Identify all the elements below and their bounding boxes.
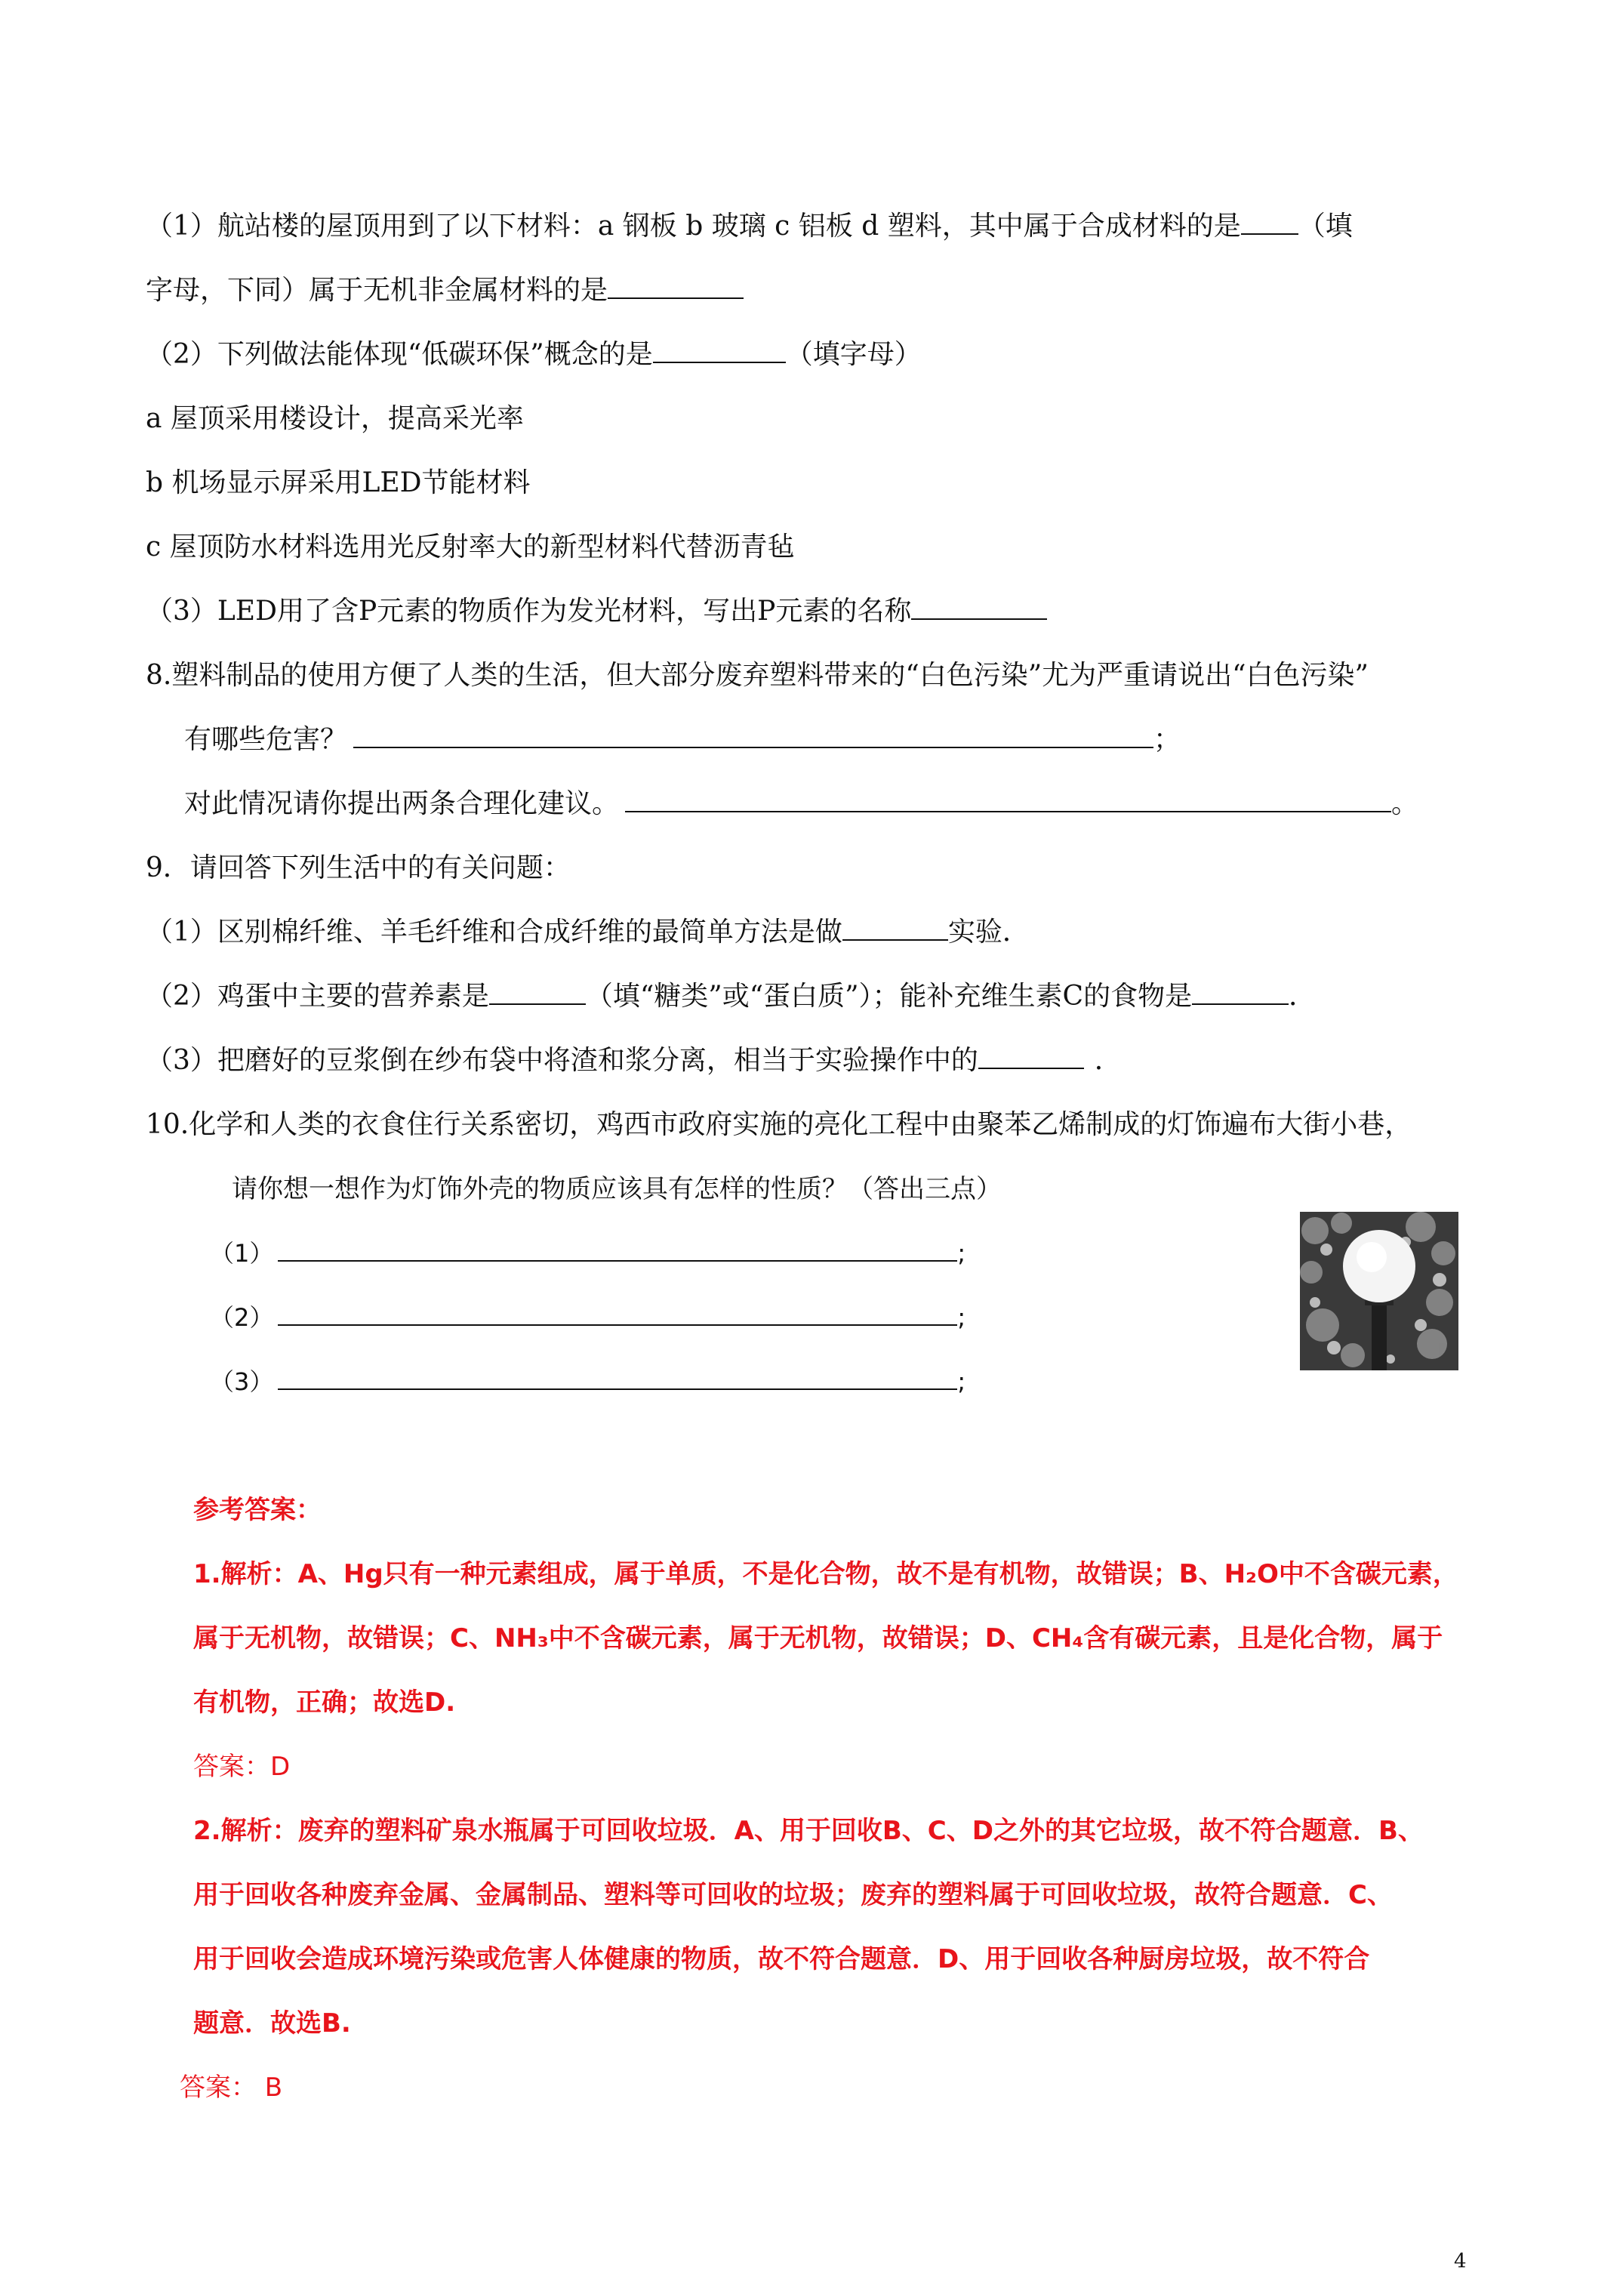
q8-q1-line — [184, 722, 1181, 758]
q10-item-end: ; — [957, 1367, 966, 1396]
answer-blank[interactable] — [911, 596, 1047, 620]
q8-q2-end: 。 — [1391, 788, 1419, 819]
q9-part2-line — [146, 978, 1316, 1015]
answer-blank[interactable] — [278, 1302, 957, 1326]
q9-part3-line — [146, 1043, 1122, 1079]
answer-blank[interactable] — [1241, 211, 1298, 235]
q10-item-end: ; — [957, 1303, 966, 1332]
q7-part1-line1 — [146, 208, 1353, 245]
q8-q1-end: ； — [1153, 724, 1181, 755]
q8-q2-text: 对此情况请你提出两条合理化建议。 — [184, 788, 620, 819]
q9-part2-text: （2）鸡蛋中主要的营养素是 — [146, 981, 489, 1012]
q7-part2-line — [146, 337, 922, 373]
answer1-line2: 属于无机物，故错误；C、NH₃中不含碳元素，属于无机物，故错误；D、CH₄含有碳元素，且是化合物，属于 — [193, 1623, 1443, 1653]
answer-blank[interactable] — [608, 275, 744, 299]
answer-blank[interactable] — [625, 788, 1391, 812]
q7-part1-text: （1）航站楼的屋顶用到了以下材料：a 钢板 b 玻璃 c 铝板 d 塑料，其中属于合成材料的是 — [146, 211, 1241, 242]
q9-part2-mid: （填“糖类”或“蛋白质”）；能补充维生素C的食物是 — [585, 981, 1193, 1012]
q7-part1-tail: （填 — [1298, 211, 1353, 242]
answer1-result: 答案：D — [193, 1752, 291, 1782]
q7-part3-text: （3）LED用了含P元素的物质作为发光材料，写出P元素的名称 — [146, 596, 912, 627]
q7-part1-line2 — [146, 273, 744, 309]
answer1-line1: 1.解析：A、Hg只有一种元素组成，属于单质，不是化合物，故不是有机物，故错误；B、H₂O中不含碳元素， — [193, 1559, 1458, 1589]
answer-blank[interactable] — [842, 917, 948, 941]
q9-part2-end: ． — [1289, 981, 1317, 1012]
answer-blank[interactable] — [278, 1237, 957, 1262]
street-lamp-photo — [1300, 1212, 1458, 1370]
answer2-line4: 题意．故选B. — [193, 2008, 351, 2039]
q7-option-a: a 屋顶采用楼设计，提高采光率 — [146, 403, 524, 434]
q10-item-1 — [210, 1235, 965, 1271]
q10-item-3 — [210, 1364, 965, 1400]
q7-part3-line — [146, 593, 1047, 630]
q9-part1-line — [146, 914, 1030, 951]
q9-part1-text: （1）区别棉纤维、羊毛纤维和合成纤维的最简单方法是做 — [146, 917, 842, 948]
q7-part1-cont: 字母，下同）属于无机非金属材料的是 — [146, 275, 608, 306]
q10-item-label: （1） — [210, 1239, 274, 1268]
q9-part1-end: 实验． — [947, 917, 1030, 948]
q7-part2-text: （2）下列做法能体现“低碳环保”概念的是 — [146, 339, 653, 370]
q10-prompt: 请你想一想作为灯饰外壳的物质应该具有怎样的性质？（答出三点） — [232, 1174, 1002, 1204]
q7-option-b: b 机场显示屏采用LED节能材料 — [146, 467, 531, 498]
page-number: 4 — [1454, 2250, 1467, 2273]
q8-q2-line — [184, 786, 1418, 822]
answer2-line2: 用于回收各种废弃金属、金属制品、塑料等可回收的垃圾；废弃的塑料属于可回收垃圾，故符合题意．C、 — [193, 1880, 1393, 1910]
q10-item-end: ; — [957, 1239, 966, 1268]
q9-part3-text: （3）把磨好的豆浆倒在纱布袋中将渣和浆分离，相当于实验操作中的 — [146, 1045, 978, 1076]
answer-blank[interactable] — [353, 724, 1153, 748]
q10-item-label: （2） — [210, 1303, 274, 1332]
q10-stem: 10.化学和人类的衣食住行关系密切，鸡西市政府实施的亮化工程中由聚苯乙烯制成的灯饰遍布大街小巷， — [146, 1109, 1412, 1140]
answer-blank[interactable] — [653, 339, 786, 363]
answer-blank[interactable] — [489, 981, 586, 1005]
q9-stem: 9．请回答下列生活中的有关问题： — [146, 852, 571, 883]
answer2-line3: 用于回收会造成环境污染或危害人体健康的物质，故不符合题意．D、用于回收各种厨房垃圾，故不符合 — [193, 1944, 1370, 1974]
answer2-result: 答案： B — [180, 2073, 283, 2103]
answer1-line3: 有机物，正确；故选D. — [193, 1687, 456, 1718]
answer-blank[interactable] — [978, 1045, 1084, 1069]
q9-part3-end: ． — [1094, 1045, 1122, 1076]
answer2-line1: 2.解析：废弃的塑料矿泉水瓶属于可回收垃圾．A、用于回收B、C、D之外的其它垃圾，故不符合题意．B、 — [193, 1816, 1424, 1846]
answers-title: 参考答案： — [193, 1495, 322, 1525]
q7-option-c: c 屋顶防水材料选用光反射率大的新型材料代替沥青毡 — [146, 532, 795, 562]
q10-item-2 — [210, 1299, 965, 1336]
answer-blank[interactable] — [278, 1366, 957, 1390]
q7-part2-tail: （填字母） — [785, 339, 922, 370]
q8-stem: 8.塑料制品的使用方便了人类的生活，但大部分废弃塑料带来的“白色污染”尤为严重请说出“白色污染” — [146, 660, 1369, 691]
q10-item-label: （3） — [210, 1367, 274, 1396]
answer-blank[interactable] — [1192, 981, 1289, 1005]
q8-q1-text: 有哪些危害？ — [184, 724, 348, 755]
